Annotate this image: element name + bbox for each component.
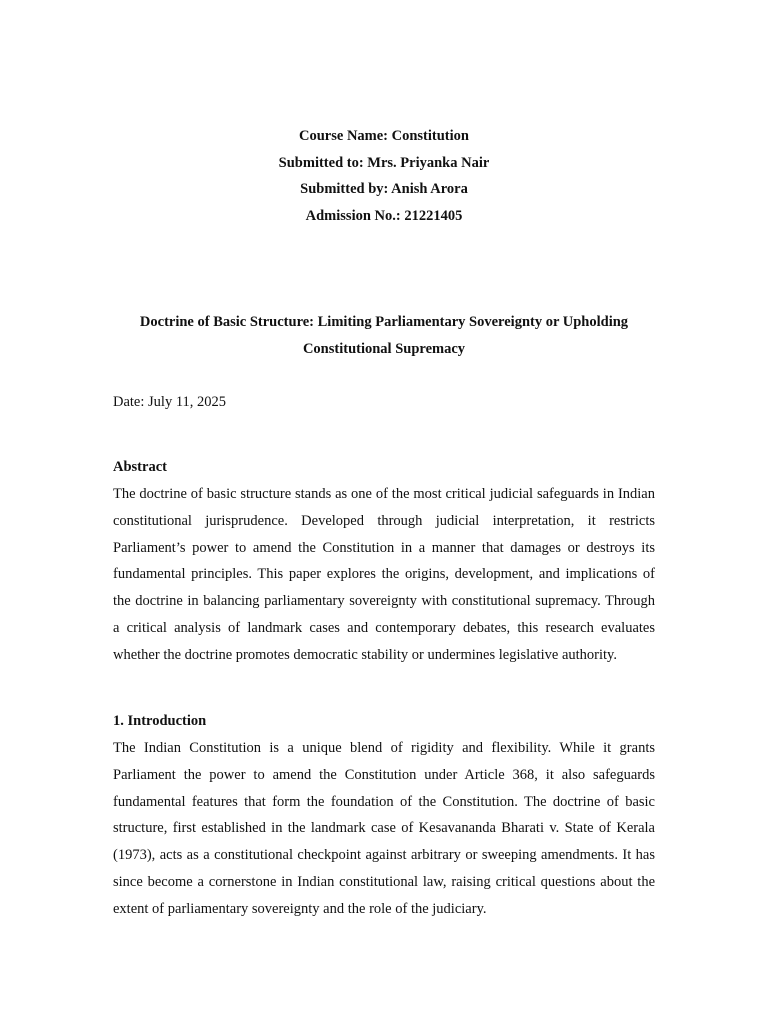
paper-title: Doctrine of Basic Structure: Limiting Parliamentary Sovereignty or Upholding Constitutional Supremacy (139, 314, 629, 357)
abstract-paragraph: The doctrine of basic structure stands as one of the most critical judicial safeguards in Indian constitutional jurisprudence. Developed through judicial interpretation, it restricts Parliament’s power to amend the Constitution in a manner that damages or destroys its fundamental principles. This paper explores the origins, development, and implications of the doctrine in balancing parliamentary sovereignty with constitutional supremacy. Through a critical analysis of landmark cases and contemporary debates, this research evaluates whether the doctrine promotes democratic stability or undermines legislative authority. (113, 486, 655, 663)
admission-number: Admission No.: 21221405 (305, 208, 463, 225)
paper-date: Date: July 11, 2025 (113, 394, 227, 410)
introduction-paragraph: The Indian Constitution is a unique blend of rigidity and flexibility. While it grants Parliament the power to amend the Constitution under Article 368, it also safeguards fundamental features that form the foundation of the Constitution. The doctrine of basic structure, first established in the landmark case of Kesavananda Bharati v. State of Kerala (1973), acts as a constitutional checkpoint against arbitrary or sweeping amendments. It has since become a cornerstone in Indian constitutional law, raising critical questions about the extent of parliamentary sovereignty and the role of the judiciary. (113, 740, 655, 917)
introduction-heading: 1. Introduction (113, 713, 207, 729)
cover-block (0, 123, 768, 230)
abstract-heading: Abstract (113, 459, 167, 475)
submitted-to: Submitted to: Mrs. Priyanka Nair (278, 154, 490, 171)
submitted-by: Submitted by: Anish Arora (300, 181, 468, 198)
course-name: Course Name: Constitution (299, 128, 469, 144)
